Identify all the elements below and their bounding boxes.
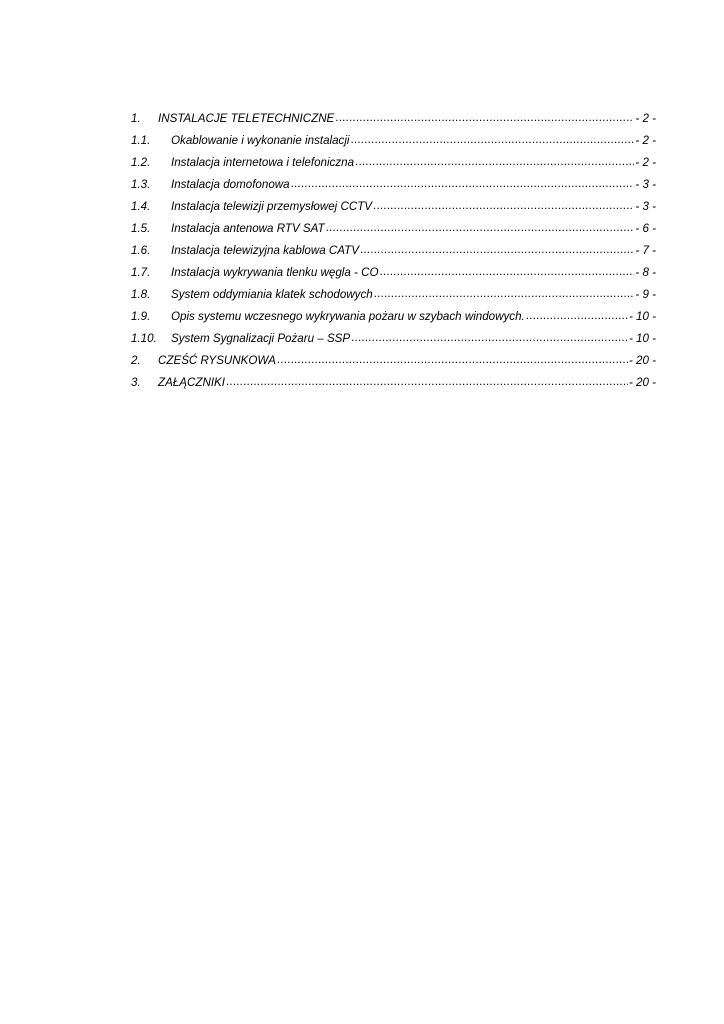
toc-dot-leader	[379, 264, 634, 276]
toc-entry-title: Instalacja telewizyjna kablowa CATV	[171, 244, 359, 257]
toc-entry[interactable]	[131, 286, 656, 308]
toc-entry-number: 1.1.	[131, 134, 151, 147]
toc-entry-page: - 6 -	[635, 222, 656, 235]
toc-entry-number: 1.8.	[131, 288, 151, 301]
toc-entry[interactable]	[131, 264, 656, 286]
toc-entry-title: Instalacja domofonowa	[171, 178, 290, 191]
toc-entry[interactable]	[131, 220, 656, 242]
toc-dot-leader	[335, 110, 634, 122]
toc-entry-title: ZAŁĄCZNIKI	[158, 376, 225, 389]
toc-entry[interactable]	[131, 110, 656, 132]
toc-entry[interactable]	[131, 154, 656, 176]
toc-entry[interactable]	[131, 198, 656, 220]
table-of-contents	[131, 110, 656, 396]
toc-entry-number: 1.3.	[131, 178, 151, 191]
toc-dot-leader	[291, 176, 635, 188]
toc-entry-title: INSTALACJE TELETECHNICZNE	[158, 112, 335, 125]
toc-dot-leader	[326, 220, 635, 232]
toc-entry-page: - 2 -	[635, 112, 656, 125]
toc-dot-leader	[351, 330, 628, 342]
toc-dot-leader	[526, 308, 628, 320]
toc-dot-leader	[351, 132, 635, 144]
toc-entry-number: 1.7.	[131, 266, 151, 279]
toc-entry-number: 1.2.	[131, 156, 151, 169]
toc-entry-page: - 3 -	[635, 178, 656, 191]
toc-entry-number: 1.9.	[131, 310, 151, 323]
toc-entry[interactable]	[131, 330, 656, 352]
toc-entry-title: Instalacja wykrywania tlenku węgla - CO	[171, 266, 379, 279]
toc-dot-leader	[226, 374, 628, 386]
toc-entry-page: - 20 -	[628, 376, 656, 389]
toc-entry-title: Okablowanie i wykonanie instalacji	[171, 134, 350, 147]
toc-entry-page: - 10 -	[628, 332, 656, 345]
toc-entry-number: 1.6.	[131, 244, 151, 257]
toc-entry-title: System Sygnalizacji Pożaru – SSP	[171, 332, 351, 345]
toc-entry[interactable]	[131, 352, 656, 374]
toc-entry-page: - 10 -	[628, 310, 656, 323]
toc-entry-number: 1.4.	[131, 200, 151, 213]
toc-dot-leader	[373, 198, 634, 210]
toc-dot-leader	[360, 242, 634, 254]
toc-dot-leader	[374, 286, 635, 298]
toc-entry-title: CZEŚĆ RYSUNKOWA	[158, 354, 276, 367]
toc-entry-title: Instalacja internetowa i telefoniczna	[171, 156, 355, 169]
toc-entry[interactable]	[131, 242, 656, 264]
toc-entry-number: 1.5.	[131, 222, 151, 235]
toc-entry-title: Instalacja antenowa RTV SAT	[171, 222, 325, 235]
toc-dot-leader	[355, 154, 634, 166]
toc-entry[interactable]	[131, 176, 656, 198]
toc-entry-page: - 20 -	[628, 354, 656, 367]
toc-entry-title: Opis systemu wczesnego wykrywania pożaru w szybach windowych.	[171, 310, 525, 323]
toc-entry[interactable]	[131, 308, 656, 330]
toc-entry-number: 1.10.	[131, 332, 157, 345]
toc-entry-number: 1.	[131, 112, 141, 125]
toc-entry-page: - 9 -	[635, 288, 656, 301]
toc-entry-page: - 3 -	[635, 200, 656, 213]
toc-entry-number: 2.	[131, 354, 141, 367]
toc-entry-page: - 2 -	[635, 156, 656, 169]
toc-entry-number: 3.	[131, 376, 141, 389]
toc-entry-page: - 2 -	[635, 134, 656, 147]
toc-entry-page: - 8 -	[635, 266, 656, 279]
toc-entry[interactable]	[131, 374, 656, 396]
toc-entry[interactable]	[131, 132, 656, 154]
toc-entry-title: System oddymiania klatek schodowych	[171, 288, 373, 301]
toc-entry-page: - 7 -	[635, 244, 656, 257]
toc-entry-title: Instalacja telewizji przemysłowej CCTV	[171, 200, 373, 213]
toc-dot-leader	[277, 352, 628, 364]
